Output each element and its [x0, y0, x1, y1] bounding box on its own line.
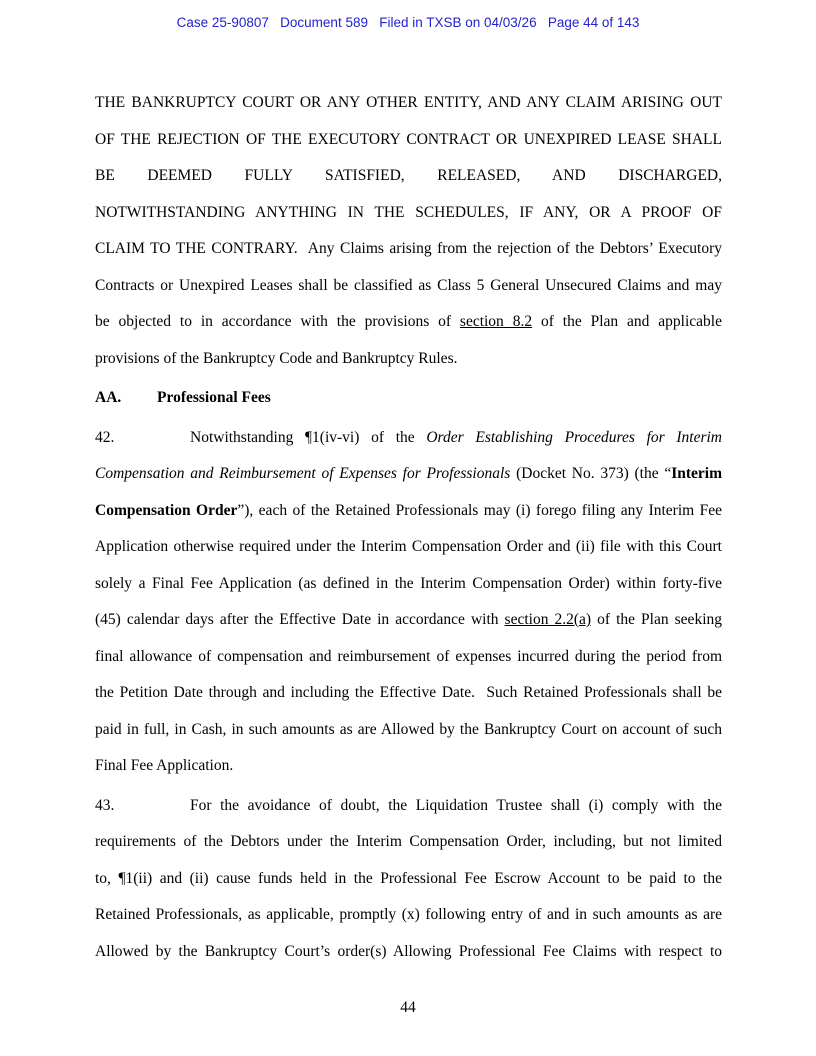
text-segment: Interim: [671, 465, 722, 482]
text-line: [95, 897, 722, 934]
section-cross-reference-link[interactable]: section 8.2: [459, 313, 533, 330]
text-segment: THE BANKRUPTCY COURT OR ANY OTHER ENTITY, AND ANY CLAIM ARISING OUT: [95, 94, 722, 111]
text-segment: Compensation Order: [95, 501, 238, 519]
text-segment: be objected to in accordance with the provisions of: [95, 313, 460, 330]
text-segment: Professional Fees: [157, 389, 271, 406]
text-line: [95, 456, 722, 493]
text-line: [95, 529, 722, 566]
text-segment: of the Plan seeking: [591, 611, 722, 628]
text-segment: OF THE REJECTION OF THE EXECUTORY CONTRACT OR UNEXPIRED LEASE SHALL: [95, 130, 722, 148]
text-segment: the Petition Date through and including the Effective Date. Such Retained Professionals shall be: [95, 684, 722, 701]
text-segment: CLAIM TO THE CONTRARY. Any Claims arising from the rejection of the Debtors’ Executory: [95, 240, 722, 257]
text-line: [95, 493, 722, 530]
text-segment: final allowance of compensation and reimbursement of expenses incurred during the period from: [95, 647, 722, 665]
text-segment: (45) calendar days after the Effective Date in accordance with: [95, 611, 505, 628]
text-line: [95, 341, 722, 378]
text-line: [95, 788, 722, 825]
text-line: [95, 420, 722, 457]
text-line: [95, 566, 722, 603]
text-segment: paid in full, in Cash, in such amounts as are Allowed by the Bankruptcy Court on account of such: [95, 720, 722, 738]
text-segment: Retained Professionals, as applicable, promptly (x) following entry of and in such amounts as are: [95, 906, 722, 923]
heading-number: AA.: [95, 389, 122, 406]
text-line: [95, 824, 722, 861]
paragraph-number: 42.: [95, 428, 115, 446]
text-segment: Compensation and Reimbursement of Expenses for Professionals: [95, 465, 511, 482]
text-segment: of the Plan and applicable: [532, 313, 722, 330]
text-line: [95, 748, 722, 785]
text-line: [95, 602, 722, 639]
text-segment: ”), each of the Retained Professionals may (i) forego filing any Interim Fee: [237, 501, 722, 519]
text-line: [95, 85, 722, 122]
text-segment: NOTWITHSTANDING ANYTHING IN THE SCHEDULES, IF ANY, OR A PROOF OF: [95, 203, 722, 221]
text-segment: Contracts or Unexpired Leases shall be classified as Class 5 General Unsecured Claims and may: [95, 276, 722, 294]
text-segment: solely a Final Fee Application (as defined in the Interim Compensation Order) within forty-five: [95, 574, 722, 592]
text-segment: Final Fee Application.: [95, 757, 234, 774]
text-segment: to, ¶1(ii) and (ii) cause funds held in the Professional Fee Escrow Account to be paid to the: [95, 869, 722, 887]
text-segment: (Docket No. 373) (the “: [510, 465, 672, 482]
text-segment: requirements of the Debtors under the Interim Compensation Order, including, but not limited: [95, 833, 722, 850]
paragraph-42: [95, 420, 722, 785]
text-line: [95, 304, 722, 341]
text-segment: For the avoidance of doubt, the Liquidation Trustee shall (i) comply with the: [190, 796, 722, 814]
text-line: [95, 934, 722, 971]
text-line: [95, 195, 722, 232]
section-cross-reference-link[interactable]: section 2.2(a): [504, 611, 592, 628]
text-line: [95, 639, 722, 676]
text-segment: Allowed by the Bankruptcy Court’s order(s) Allowing Professional Fee Claims with respect to: [95, 942, 722, 960]
text-segment: Application otherwise required under the Interim Compensation Order and (ii) file with this Court: [95, 538, 722, 555]
text-line: [95, 122, 722, 159]
paragraph-number: 43.: [95, 796, 115, 814]
text-line: [95, 712, 722, 749]
text-line: [95, 231, 722, 268]
text-line: [95, 380, 722, 417]
page-number: 44: [400, 999, 416, 1016]
text-line: [95, 268, 722, 305]
text-segment: Order Establishing Procedures for Interim: [426, 428, 722, 446]
text-segment: provisions of the Bankruptcy Code and Bankruptcy Rules.: [95, 349, 458, 367]
document-body: [95, 85, 722, 970]
heading-professional-fees: [95, 380, 722, 417]
text-line: [95, 675, 722, 712]
case-caption-header: Case 25-90807 Document 589 Filed in TXSB on 04/03/26 Page 44 of 143: [176, 15, 640, 30]
paragraph-43: [95, 788, 722, 971]
text-line: [95, 158, 722, 195]
rejection-claims-paragraph: [95, 85, 722, 377]
text-segment: Notwithstanding ¶1(iv-vi) of the: [190, 428, 427, 446]
text-line: [95, 861, 722, 898]
text-segment: BE DEEMED FULLY SATISFIED, RELEASED, AND DISCHARGED,: [95, 167, 722, 184]
